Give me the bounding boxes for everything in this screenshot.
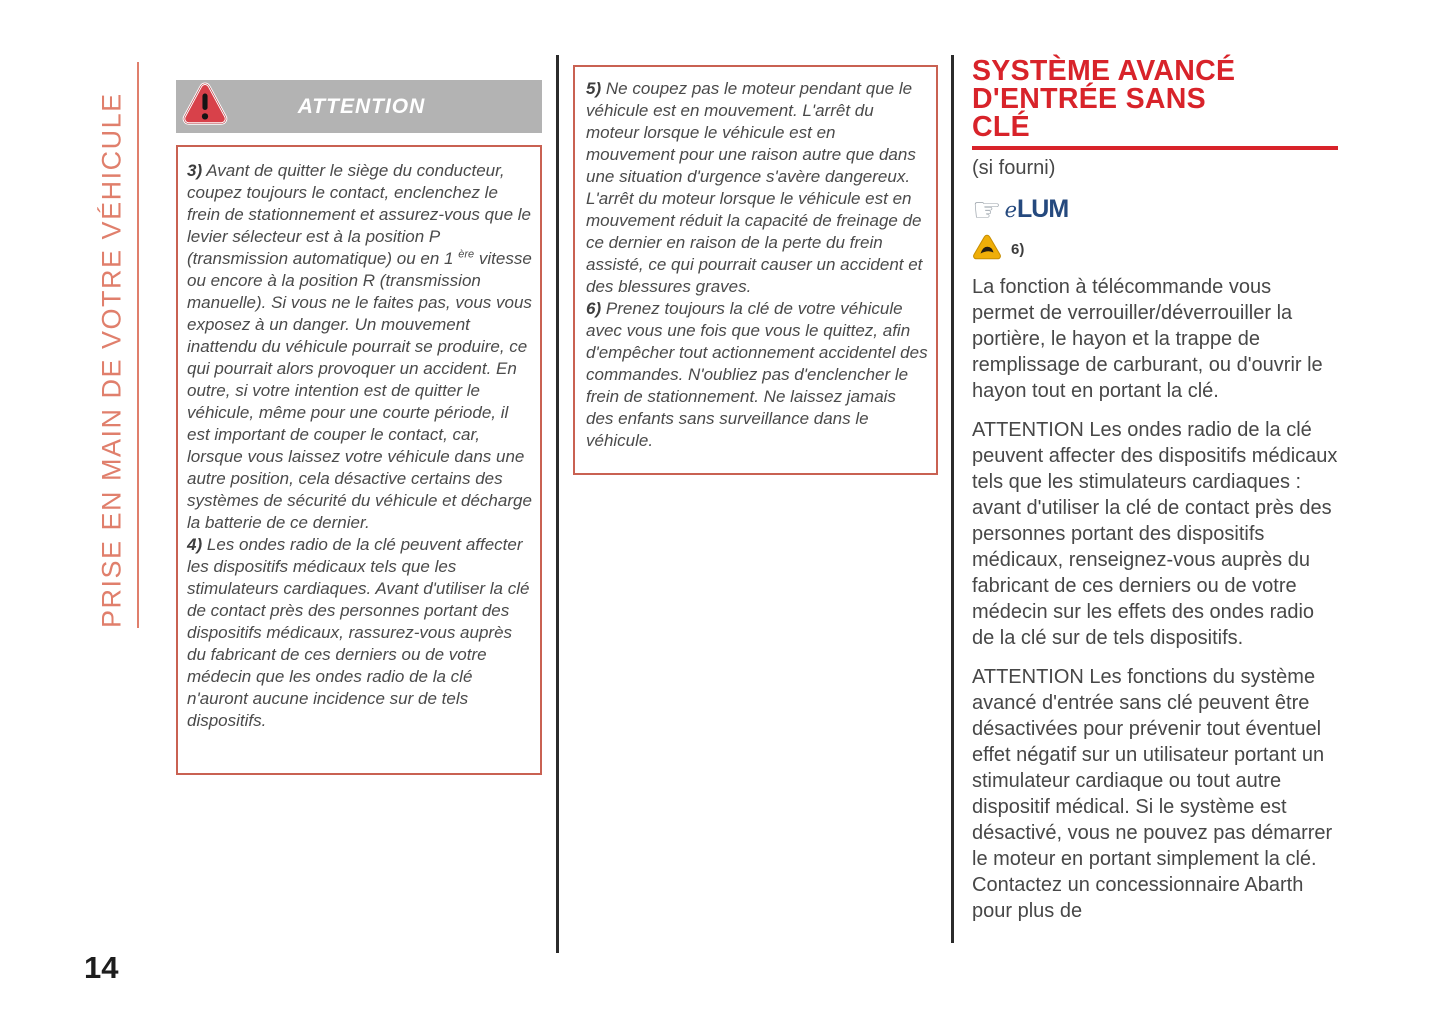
warning-item-4 xyxy=(187,534,532,732)
attention-header-bar xyxy=(176,80,542,133)
chapter-vertical-title: PRISE EN MAIN DE VOTRE VÉHICULE xyxy=(96,92,127,628)
warning-item-number: 4) xyxy=(187,535,203,554)
elum-logo xyxy=(1005,195,1069,224)
section-title-rule xyxy=(972,146,1338,150)
section-paragraph: ATTENTION Les fonctions du système avancé d'entrée sans clé peuvent être désactivées pour prévenir tout éventuel effet négatif sur un utilisateur portant un stimulateur cardiaque ou tout autre dispositif médical. Si le système est désactivé, vous ne pouvez pas démarrer le moteur en portant simplement la clé. Contactez un concessionnaire Abarth pour plus de xyxy=(972,666,1333,922)
section-paragraph: ATTENTION Les ondes radio de la clé peuvent affecter des dispositifs médicaux tels que les stimulateurs cardiaques : avant d'utiliser la clé de contact près des personnes portant des dispositifs médicaux, renseignez-vous auprès du fabricant de ces derniers ou de votre médecin sur les effets des ondes radio de la clé sur de tels dispositifs. xyxy=(972,419,1338,649)
warning-item-text: Prenez toujours la clé de votre véhicule avec vous une fois que vous le quittez, afin d'empêcher tout actionnement accidentel des commandes. N'oubliez pas d'enclencher le frein de stationnement. Ne laissez jamais des enfants sans surveillance dans le véhicule. xyxy=(586,299,928,450)
warning-box-2 xyxy=(573,65,938,475)
warning-item-number: 6) xyxy=(586,299,602,318)
page-number: 14 xyxy=(84,950,119,985)
warning-item-text: Les ondes radio de la clé peuvent affecter les dispositifs médicaux tels que les stimulateurs cardiaques. Avant d'utiliser la clé de contact près des personnes portant des dispositifs médicaux, rassurez-vous auprès du fabricant de ces derniers ou de votre médecin que les ondes radio de la clé n'auront aucune incidence sur de tels dispositifs. xyxy=(187,535,530,730)
elum-logo-e: e xyxy=(1004,197,1018,222)
caution-reference-row xyxy=(972,235,1338,263)
ordinal-superscript: ère xyxy=(458,248,475,261)
warning-triangle-icon xyxy=(181,80,229,133)
column-divider-1 xyxy=(556,55,559,953)
section-title-line: CLÉ xyxy=(972,111,1030,143)
note-reference-number: 6) xyxy=(1011,240,1025,258)
attention-header-label: ATTENTION xyxy=(297,94,426,118)
warning-item-text: vitesse ou encore à la position R (transmission manuelle). Si vous ne le faites pas, vous vous exposez à un danger. Un mouvement inattendu du véhicule pourrait se produire, ce qui pourrait alors provoquer un accident. En outre, si votre intention est de quitter le véhicule, même pour une courte période, il est important de couper le contact, car, lorsque vous laissez votre véhicule dans une autre position, cela désactive certains des systèmes de sécurité du véhicule et décharge la batterie de ce dernier. xyxy=(187,249,532,532)
section-title xyxy=(972,57,1338,141)
section-keyless-entry xyxy=(972,57,1338,924)
section-subtitle: (si fourni) xyxy=(972,157,1056,179)
caution-triangle-icon xyxy=(972,233,1002,265)
section-paragraph: La fonction à télécommande vous permet de verrouiller/déverrouiller la portière, le hayon et la trappe de remplissage de carburant, ou d'ouvrir le hayon tout en portant la clé. xyxy=(972,276,1323,402)
section-title-line: SYSTÈME AVANCÉ xyxy=(972,55,1236,87)
column-divider-2 xyxy=(951,55,954,943)
warning-item-6 xyxy=(586,298,928,452)
warning-item-text: Ne coupez pas le moteur pendant que le véhicule est en mouvement. L'arrêt du moteur lorsque le véhicule est en mouvement pour une raison autre que dans une situation d'urgence s'avère dangereux. L'arrêt du moteur lorsque le véhicule est en mouvement réduit la capacité de freinage de ce dernier en raison de la perte du frein assisté, ce qui pourrait causer un accident et des blessures graves. xyxy=(586,79,923,296)
warning-item-3 xyxy=(187,160,532,534)
sidebar-rule xyxy=(137,62,139,628)
elum-logo-lum: LUM xyxy=(1017,194,1069,223)
warning-item-number: 5) xyxy=(586,79,602,98)
elum-reference-row xyxy=(972,189,1338,229)
warning-item-5 xyxy=(586,78,928,298)
warning-box-1 xyxy=(176,145,542,775)
pointing-hand-icon: ☞ xyxy=(972,189,1002,229)
warning-item-number: 3) xyxy=(187,161,203,180)
warning-item-text: Avant de quitter le siège du conducteur, coupez toujours le contact, enclenchez le frein de stationnement et assurez-vous que le levier sélecteur est à la position P (transmission automatique) ou en 1 xyxy=(187,161,531,268)
section-title-line: D'ENTRÉE SANS xyxy=(972,83,1206,115)
